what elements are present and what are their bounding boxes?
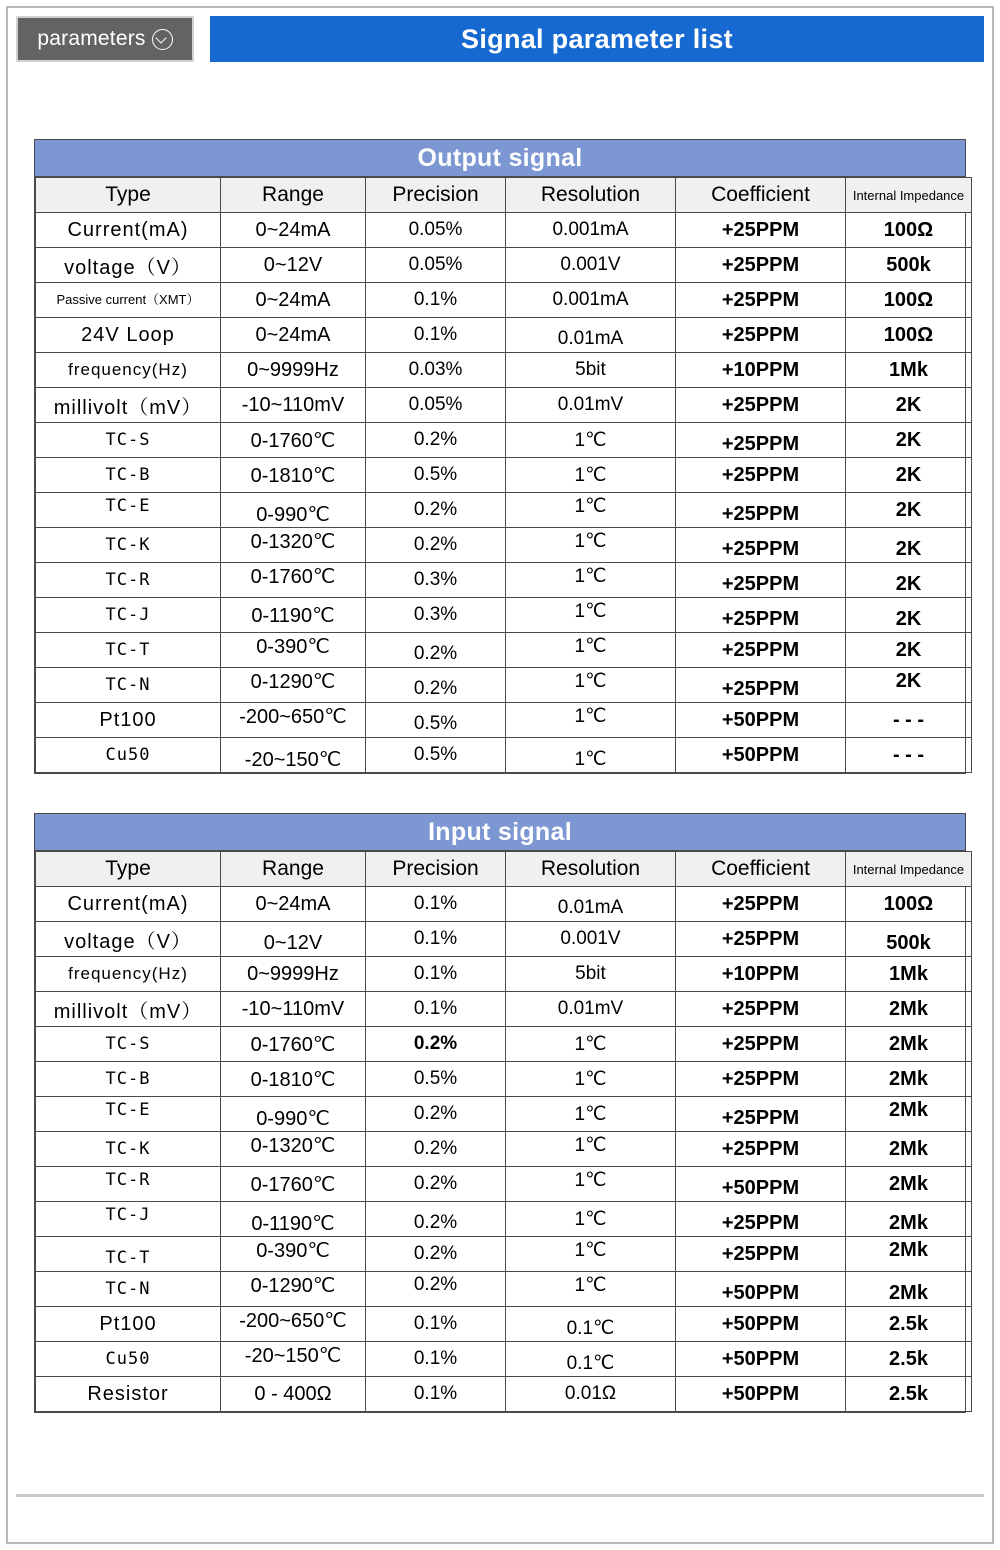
cell-precision: 0.5% (366, 458, 506, 493)
table-row (36, 738, 972, 773)
table-row (36, 1027, 972, 1062)
table-row (36, 318, 972, 353)
cell-coefficient: +25PPM (676, 633, 846, 668)
cell-precision: 0.5% (366, 738, 506, 773)
cell-coefficient: +25PPM (676, 458, 846, 493)
cell-precision: 0.5% (366, 1062, 506, 1097)
table-row (36, 957, 972, 992)
cell-type: TC-J (36, 1198, 221, 1233)
cell-impedance: 2Mk (846, 1062, 972, 1097)
cell-type: Passive current（XMT） (36, 283, 221, 318)
document-page (6, 6, 994, 1544)
table-row (36, 1342, 972, 1377)
cell-range: 0~9999Hz (221, 957, 366, 992)
cell-type: TC-R (36, 1163, 221, 1198)
cell-type: TC-N (36, 668, 221, 703)
cell-impedance: 2Mk (846, 1233, 972, 1268)
cell-impedance: 2K (846, 567, 972, 602)
table-row (36, 213, 972, 248)
cell-coefficient: +50PPM (676, 1171, 846, 1206)
cell-range: 0~24mA (221, 887, 366, 922)
cell-range: 0-390℃ (221, 1233, 366, 1268)
cell-impedance: - - - (846, 703, 972, 738)
cell-resolution: 1℃ (506, 699, 676, 734)
cell-range: 0-1290℃ (221, 1268, 366, 1303)
cell-resolution: 0.1℃ (506, 1311, 676, 1346)
cell-precision: 0.2% (366, 493, 506, 528)
page-title: Signal parameter list (461, 23, 733, 54)
cell-range: 0-990℃ (221, 497, 366, 532)
cell-coefficient: +25PPM (676, 1062, 846, 1097)
cell-precision: 0.1% (366, 318, 506, 353)
cell-resolution: 0.01mA (506, 891, 676, 926)
col-resolution: Resolution (506, 178, 676, 213)
col-type: Type (36, 178, 221, 213)
cell-resolution: 0.001V (506, 922, 676, 957)
cell-coefficient: +25PPM (676, 1132, 846, 1167)
cell-resolution: 1℃ (506, 664, 676, 699)
cell-coefficient: +10PPM (676, 353, 846, 388)
cell-coefficient: +25PPM (676, 672, 846, 707)
cell-resolution: 0.001mA (506, 213, 676, 248)
cell-precision: 0.2% (366, 1237, 506, 1272)
cell-resolution: 1℃ (506, 1163, 676, 1198)
cell-type: Pt100 (36, 1307, 221, 1342)
table-row (36, 1202, 972, 1237)
cell-coefficient: +25PPM (676, 213, 846, 248)
cell-precision: 0.2% (366, 1097, 506, 1132)
cell-resolution: 1℃ (506, 1233, 676, 1268)
cell-range: 0-1190℃ (221, 598, 366, 633)
cell-resolution: 1℃ (506, 594, 676, 629)
cell-impedance: 100Ω (846, 887, 972, 922)
cell-impedance: 2Mk (846, 1276, 972, 1311)
cell-impedance: 2K (846, 423, 972, 458)
cell-range: 0-1760℃ (221, 423, 366, 458)
table-row (36, 423, 972, 458)
cell-impedance: 2Mk (846, 1167, 972, 1202)
cell-coefficient: +25PPM (676, 1206, 846, 1241)
table-header-row (36, 852, 972, 887)
cell-type: millivolt（mV） (36, 992, 221, 1027)
cell-resolution: 1℃ (506, 559, 676, 594)
page-header (16, 16, 984, 64)
cell-coefficient: +25PPM (676, 427, 846, 462)
cell-resolution: 1℃ (506, 1268, 676, 1303)
table-row (36, 633, 972, 668)
cell-type: frequency(Hz) (36, 353, 221, 388)
cell-coefficient: +25PPM (676, 248, 846, 283)
cell-coefficient: +25PPM (676, 497, 846, 532)
cell-resolution: 0.001mA (506, 283, 676, 318)
cell-type: Cu50 (36, 1342, 221, 1377)
cell-range: 0-1810℃ (221, 458, 366, 493)
cell-impedance: 1Mk (846, 957, 972, 992)
cell-coefficient: +50PPM (676, 703, 846, 738)
cell-coefficient: +10PPM (676, 957, 846, 992)
cell-type: TC-B (36, 1062, 221, 1097)
cell-range: -20~150℃ (221, 742, 366, 777)
cell-type: frequency(Hz) (36, 957, 221, 992)
cell-impedance: 500k (846, 248, 972, 283)
table-row (36, 922, 972, 957)
cell-range: 0~24mA (221, 318, 366, 353)
cell-impedance: 2K (846, 664, 972, 699)
cell-precision: 0.2% (366, 423, 506, 458)
cell-type: Current(mA) (36, 887, 221, 922)
cell-type: voltage（V） (36, 922, 221, 957)
chevron-down-circle-icon (152, 29, 173, 50)
cell-range: 0~24mA (221, 213, 366, 248)
cell-range: 0~12V (221, 926, 366, 961)
cell-range: 0-390℃ (221, 629, 366, 664)
parameters-button-label: parameters (37, 27, 146, 50)
cell-range: 0~9999Hz (221, 353, 366, 388)
cell-impedance: 2K (846, 532, 972, 567)
cell-type: TC-J (36, 598, 221, 633)
cell-resolution: 0.1℃ (506, 1346, 676, 1381)
cell-resolution: 1℃ (506, 629, 676, 664)
cell-range: 0-1320℃ (221, 1128, 366, 1163)
table-row (36, 992, 972, 1027)
cell-precision: 0.2% (366, 637, 506, 672)
cell-precision: 0.2% (366, 1027, 506, 1062)
col-resolution: Resolution (506, 852, 676, 887)
cell-coefficient: +25PPM (676, 922, 846, 957)
cell-type: TC-E (36, 489, 221, 524)
cell-coefficient: +25PPM (676, 1237, 846, 1272)
cell-impedance: 100Ω (846, 283, 972, 318)
cell-impedance: 2K (846, 388, 972, 423)
cell-range: -200~650℃ (221, 699, 366, 734)
col-precision: Precision (366, 852, 506, 887)
cell-range: -200~650℃ (221, 1303, 366, 1338)
col-internal-impedance: Internal Impedance (846, 852, 972, 887)
cell-range: 0-1760℃ (221, 559, 366, 594)
cell-range: 0 - 400Ω (221, 1377, 366, 1412)
cell-resolution: 0.01mA (506, 322, 676, 357)
cell-precision: 0.2% (366, 1206, 506, 1241)
cell-impedance: 2K (846, 493, 972, 528)
col-internal-impedance: Internal Impedance (846, 178, 972, 213)
table-row (36, 1307, 972, 1342)
cell-resolution: 0.01mV (506, 388, 676, 423)
cell-coefficient: +25PPM (676, 318, 846, 353)
bottom-divider (16, 1494, 984, 1497)
table-row (36, 528, 972, 563)
cell-resolution: 1℃ (506, 524, 676, 559)
cell-coefficient: +25PPM (676, 1027, 846, 1062)
cell-precision: 0.05% (366, 248, 506, 283)
cell-range: -10~110mV (221, 992, 366, 1027)
cell-range: 0-1190℃ (221, 1206, 366, 1241)
cell-precision: 0.1% (366, 957, 506, 992)
cell-type: TC-S (36, 423, 221, 458)
cell-impedance: 2K (846, 633, 972, 668)
cell-resolution: 5bit (506, 353, 676, 388)
table-row (36, 1132, 972, 1167)
cell-precision: 0.5% (366, 707, 506, 742)
cell-type: Current(mA) (36, 213, 221, 248)
cell-type: TC-N (36, 1272, 221, 1307)
cell-precision: 0.03% (366, 353, 506, 388)
cell-type: Cu50 (36, 738, 221, 773)
cell-coefficient: +25PPM (676, 1101, 846, 1136)
cell-type: TC-E (36, 1093, 221, 1128)
cell-impedance: 2.5k (846, 1342, 972, 1377)
cell-precision: 0.05% (366, 388, 506, 423)
col-precision: Precision (366, 178, 506, 213)
cell-coefficient: +25PPM (676, 887, 846, 922)
table-header-row (36, 178, 972, 213)
cell-impedance: 2Mk (846, 1093, 972, 1128)
cell-impedance: 2.5k (846, 1307, 972, 1342)
cell-type: TC-K (36, 528, 221, 563)
cell-impedance: 2Mk (846, 992, 972, 1027)
cell-impedance: 2K (846, 602, 972, 637)
page-title-bar (210, 16, 984, 62)
cell-type: voltage（V） (36, 248, 221, 283)
cell-resolution: 1℃ (506, 458, 676, 493)
cell-coefficient: +25PPM (676, 283, 846, 318)
cell-resolution: 0.01Ω (506, 1377, 676, 1412)
cell-resolution: 0.01mV (506, 992, 676, 1027)
cell-coefficient: +50PPM (676, 1276, 846, 1311)
cell-range: 0-990℃ (221, 1101, 366, 1136)
cell-precision: 0.05% (366, 213, 506, 248)
cell-resolution: 5bit (506, 957, 676, 992)
table-row (36, 493, 972, 528)
table-row (36, 1377, 972, 1412)
cell-impedance: 2Mk (846, 1206, 972, 1241)
cell-impedance: 2Mk (846, 1132, 972, 1167)
cell-resolution: 0.001V (506, 248, 676, 283)
cell-coefficient: +50PPM (676, 1377, 846, 1412)
col-coefficient: Coefficient (676, 852, 846, 887)
cell-impedance: 500k (846, 926, 972, 961)
cell-coefficient: +25PPM (676, 602, 846, 637)
cell-precision: 0.1% (366, 992, 506, 1027)
col-type: Type (36, 852, 221, 887)
cell-coefficient: +50PPM (676, 1307, 846, 1342)
table-row (36, 1097, 972, 1132)
col-range: Range (221, 852, 366, 887)
cell-range: 0~12V (221, 248, 366, 283)
table-row (36, 598, 972, 633)
cell-type: TC-T (36, 1241, 221, 1276)
output-signal-table (34, 139, 966, 774)
table-row (36, 887, 972, 922)
cell-impedance: 2.5k (846, 1377, 972, 1412)
cell-range: -20~150℃ (221, 1338, 366, 1373)
table-row (36, 1272, 972, 1307)
cell-type: Resistor (36, 1377, 221, 1412)
col-range: Range (221, 178, 366, 213)
cell-resolution: 1℃ (506, 489, 676, 524)
table-row (36, 388, 972, 423)
cell-impedance: 1Mk (846, 353, 972, 388)
cell-resolution: 1℃ (506, 1202, 676, 1237)
cell-precision: 0.1% (366, 283, 506, 318)
cell-impedance: 2Mk (846, 1027, 972, 1062)
cell-precision: 0.2% (366, 1132, 506, 1167)
cell-coefficient: +50PPM (676, 738, 846, 773)
cell-precision: 0.1% (366, 1307, 506, 1342)
cell-type: 24V Loop (36, 318, 221, 353)
table-row (36, 283, 972, 318)
table-row (36, 1167, 972, 1202)
cell-precision: 0.3% (366, 598, 506, 633)
output-signal-grid (35, 177, 972, 773)
cell-range: 0-1760℃ (221, 1167, 366, 1202)
cell-coefficient: +25PPM (676, 567, 846, 602)
cell-precision: 0.2% (366, 1167, 506, 1202)
output-signal-band: Output signal (35, 140, 965, 177)
table-row (36, 1237, 972, 1272)
cell-range: 0-1290℃ (221, 664, 366, 699)
cell-type: millivolt（mV） (36, 388, 221, 423)
table-row (36, 458, 972, 493)
table-row (36, 668, 972, 703)
table-row (36, 248, 972, 283)
input-signal-grid (35, 851, 972, 1412)
cell-resolution: 1℃ (506, 1128, 676, 1163)
cell-coefficient: +50PPM (676, 1342, 846, 1377)
cell-precision: 0.1% (366, 887, 506, 922)
table-row (36, 1062, 972, 1097)
cell-impedance: 100Ω (846, 318, 972, 353)
cell-range: 0-1320℃ (221, 524, 366, 559)
cell-impedance: - - - (846, 738, 972, 773)
cell-resolution: 1℃ (506, 1097, 676, 1132)
cell-range: -10~110mV (221, 388, 366, 423)
input-signal-band: Input signal (35, 814, 965, 851)
cell-resolution: 1℃ (506, 423, 676, 458)
cell-precision: 0.1% (366, 1377, 506, 1412)
cell-range: 0-1810℃ (221, 1062, 366, 1097)
input-signal-table (34, 813, 966, 1413)
cell-range: 0~24mA (221, 283, 366, 318)
table-row (36, 703, 972, 738)
cell-precision: 0.1% (366, 1342, 506, 1377)
cell-precision: 0.2% (366, 528, 506, 563)
table-row (36, 353, 972, 388)
cell-precision: 0.3% (366, 563, 506, 598)
cell-resolution: 1℃ (506, 1062, 676, 1097)
cell-impedance: 100Ω (846, 213, 972, 248)
cell-range: 0-1760℃ (221, 1027, 366, 1062)
cell-coefficient: +25PPM (676, 388, 846, 423)
cell-type: TC-K (36, 1132, 221, 1167)
cell-precision: 0.2% (366, 1268, 506, 1303)
cell-resolution: 1℃ (506, 1027, 676, 1062)
col-coefficient: Coefficient (676, 178, 846, 213)
cell-type: Pt100 (36, 703, 221, 738)
cell-resolution: 1℃ (506, 742, 676, 777)
cell-precision: 0.2% (366, 672, 506, 707)
cell-type: TC-B (36, 458, 221, 493)
parameters-button[interactable] (16, 16, 194, 62)
cell-type: TC-R (36, 563, 221, 598)
cell-coefficient: +25PPM (676, 992, 846, 1027)
cell-precision: 0.1% (366, 922, 506, 957)
cell-type: TC-S (36, 1027, 221, 1062)
cell-type: TC-T (36, 633, 221, 668)
cell-coefficient: +25PPM (676, 532, 846, 567)
table-row (36, 563, 972, 598)
cell-impedance: 2K (846, 458, 972, 493)
